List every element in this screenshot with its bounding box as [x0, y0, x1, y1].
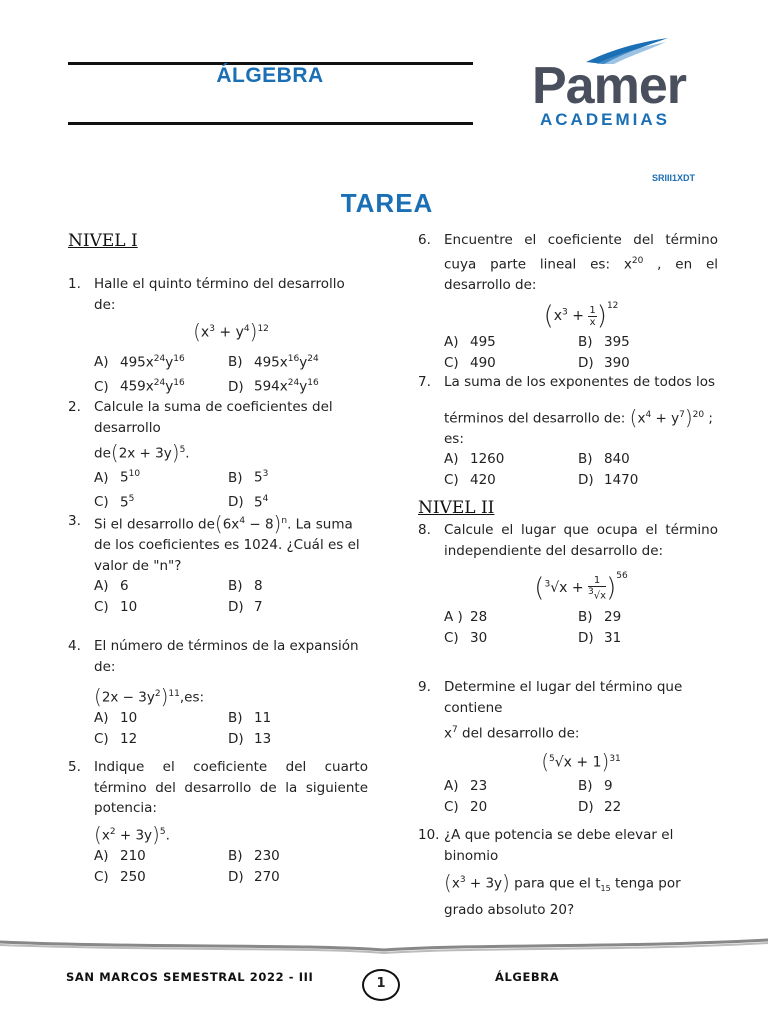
question-2 — [68, 397, 368, 513]
document-code: SRIII1XDT — [652, 173, 696, 183]
answer-options — [94, 576, 368, 618]
pamer-logo — [528, 38, 708, 138]
question-text-continued: términos del desarrollo de: $(x^4 + y^7)^{20}$ ; es: — [444, 405, 713, 447]
question-9 — [418, 677, 718, 818]
answer-options — [444, 776, 718, 818]
question-expression: $de(2x + 3y)^5$. — [94, 440, 190, 465]
answer-option-c[interactable]: C) 250 — [94, 868, 146, 885]
footer-subject: ÁLGEBRA — [495, 970, 560, 984]
answer-option-a[interactable]: A) 1260 — [444, 451, 505, 467]
answer-option-a[interactable]: A) $495x^{24}y^{16}$ — [94, 353, 185, 371]
answer-option-c[interactable]: C) $5^5$ — [94, 493, 135, 510]
question-number: 2. — [68, 399, 81, 415]
question-number: 1. — [68, 276, 81, 292]
answer-option-a[interactable]: A) $5^{10}$ — [94, 469, 141, 486]
answer-option-b[interactable]: B) 230 — [228, 847, 280, 864]
answer-options — [94, 846, 368, 888]
answer-option-d[interactable]: D) 270 — [228, 868, 280, 885]
page-number: 1 — [362, 969, 400, 1001]
question-4 — [68, 636, 368, 750]
question-expression: $(x^3 + y^4)^{12}$ — [193, 319, 269, 344]
answer-options — [444, 607, 718, 649]
answer-options — [94, 464, 368, 513]
answer-option-b[interactable]: B) 840 — [578, 451, 630, 467]
answer-options — [94, 349, 368, 398]
question-text: Si el desarrollo $de(6x^4 - 8)^n$. La suma de los coeficientes es 1024. ¿Cuál es el valor de "n"? — [94, 511, 360, 574]
question-8 — [418, 520, 718, 649]
question-number: 6. — [418, 232, 431, 248]
question-text: Indique el coeficiente del cuarto término del desarrollo de la siguiente potencia: — [94, 759, 368, 816]
question-1 — [68, 274, 368, 398]
answer-option-d[interactable]: D) 390 — [578, 354, 630, 371]
footer-course: SAN MARCOS SEMESTRAL 2022 - III — [66, 970, 314, 984]
question-text: Halle el quinto término del desarrollo de: — [94, 276, 345, 313]
question-text: La suma de los exponentes de todos los — [444, 374, 716, 390]
answer-option-d[interactable]: D) 13 — [228, 731, 272, 747]
answer-option-c[interactable]: C) $459x^{24}y^{16}$ — [94, 378, 185, 395]
question-number: 9. — [418, 679, 431, 695]
answer-option-a[interactable]: A) 23 — [444, 777, 488, 794]
answer-option-a[interactable]: A) 210 — [94, 847, 146, 864]
question-number: 8. — [418, 522, 431, 538]
question-expression: ($x^3$ + $\frac{1}{x}$ )$^{12}$ — [543, 301, 619, 331]
logo-wordmark: Pamer — [532, 57, 686, 115]
question-6 — [418, 230, 718, 374]
answer-options — [444, 449, 718, 491]
answer-option-d[interactable]: D) 7 — [228, 599, 263, 615]
answer-option-a[interactable]: A) 10 — [94, 710, 138, 726]
answer-option-b[interactable]: B) 11 — [228, 710, 272, 726]
question-3 — [68, 511, 368, 618]
answer-option-c[interactable]: C) 420 — [444, 472, 496, 488]
question-expression: $(^5√x + 1)^{31}$ — [541, 749, 621, 774]
document-title: TAREA — [340, 188, 434, 218]
question-text-continued: $x^7$ del desarrollo de: — [444, 725, 580, 742]
answer-option-c[interactable]: C) 10 — [94, 599, 138, 615]
question-text-continued: $(x^3 + 3y)$ para que el $t_{15}$ tenga por grado absoluto 20? — [444, 870, 681, 918]
logo-subtitle: ACADEMIAS — [540, 110, 670, 129]
question-5 — [68, 757, 368, 888]
answer-option-b[interactable]: B) 395 — [578, 333, 630, 350]
answer-option-c[interactable]: C) 12 — [94, 731, 138, 747]
answer-option-c[interactable]: C) 490 — [444, 354, 496, 371]
question-number: 7. — [418, 374, 431, 390]
answer-option-a[interactable]: A ) 28 — [444, 609, 488, 626]
question-number: 10. — [418, 827, 440, 843]
answer-option-a[interactable]: A) 6 — [94, 578, 129, 594]
question-expression: ($^3$√x + $\frac{1}{^3√x}$ )$^{56}$ — [534, 571, 628, 603]
section-heading-nivel-2: NIVEL II — [418, 498, 495, 518]
answer-option-d[interactable]: D) $594x^{24}y^{16}$ — [228, 378, 319, 395]
answer-option-b[interactable]: B) 29 — [578, 609, 622, 626]
question-number: 4. — [68, 638, 81, 654]
answer-option-b[interactable]: B) $5^3$ — [228, 469, 269, 486]
question-text: Encuentre el coeficiente del término cuya parte lineal es: $x^{20}$ , en el desarrollo de: — [444, 232, 719, 293]
question-text: Calcule el lugar que ocupa el término independiente del desarrollo de: — [444, 522, 718, 559]
question-number: 5. — [68, 759, 81, 775]
answer-option-d[interactable]: D) 22 — [578, 798, 622, 815]
answer-option-c[interactable]: C) 30 — [444, 630, 488, 647]
answer-option-a[interactable]: A) 495 — [444, 333, 496, 350]
question-text: Determine el lugar del término que contiene — [444, 679, 683, 716]
question-text: ¿A que potencia se debe elevar el binomio — [444, 827, 674, 864]
question-expression: $(2x - 3y^2)^{11},es$: — [94, 684, 205, 709]
question-10 — [418, 825, 718, 920]
header-bottom-rule — [68, 122, 473, 125]
answer-options — [444, 332, 718, 374]
answer-option-d[interactable]: D) 31 — [578, 630, 622, 647]
question-number: 3. — [68, 513, 81, 529]
answer-options — [94, 708, 368, 750]
question-7 — [418, 372, 718, 491]
answer-option-b[interactable]: B) $495x^{16}y^{24}$ — [228, 353, 319, 371]
footer-wavy-rule — [0, 936, 768, 956]
answer-option-d[interactable]: D) 1470 — [578, 472, 639, 488]
answer-option-b[interactable]: B) 8 — [228, 578, 263, 594]
question-text: Calcule la suma de coeficientes del desarrollo — [94, 399, 333, 436]
answer-option-b[interactable]: B) 9 — [578, 777, 613, 794]
question-text: El número de términos de la expansión de: — [94, 638, 359, 675]
section-heading-nivel-1: NIVEL I — [68, 231, 138, 251]
subject-title: ÁLGEBRA — [216, 64, 324, 87]
question-expression: $(x^2 + 3y)^5$. — [94, 822, 170, 846]
answer-option-d[interactable]: D) $5^4$ — [228, 493, 269, 510]
answer-option-c[interactable]: C) 20 — [444, 798, 488, 815]
